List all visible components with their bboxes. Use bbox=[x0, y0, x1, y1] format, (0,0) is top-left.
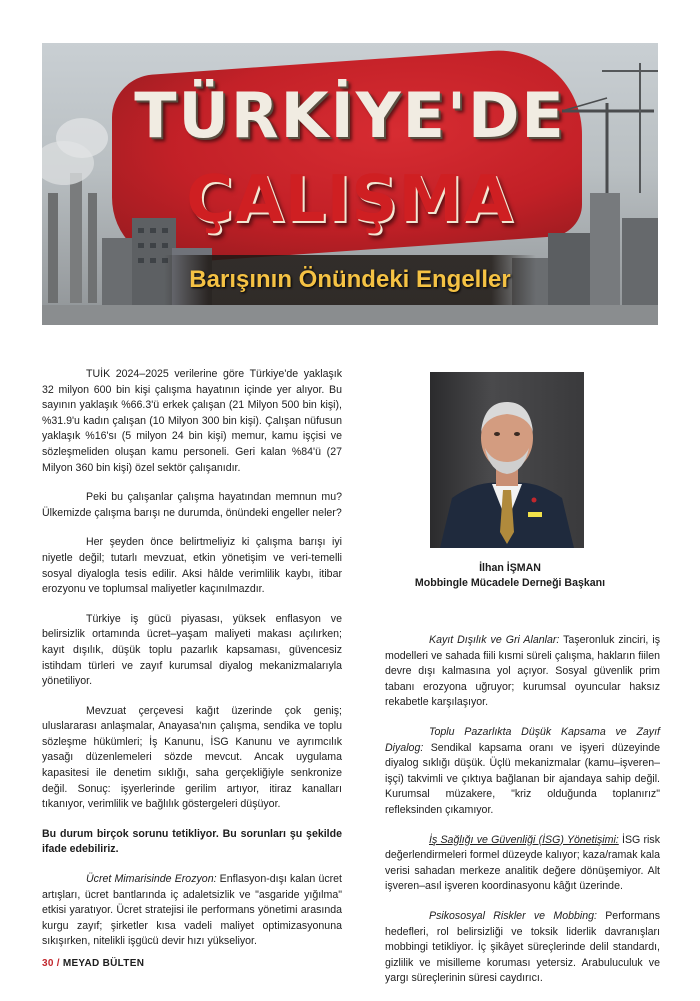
paragraph-statistics: TUİK 2024–2025 verilerine göre Türkiye'de yaklaşık 32 milyon 600 bin kişi çalışma hayatının içinde yer alıyor. Bu sayının yaklaşık %66.3'ü erkek çalışan (21 Milyon 500 bin kişi), %31.9'u kadın çalışan (10 Milyon 300 bin kişi). Çalışan nüfusun yaklaşık %16'sı (5 milyon 24 bin kişi) memur, kamu işçisi ve sözleşmeliden oluşan kamu personeli. Geri kalan %84'ü (27 Milyon 360 bin kişi) özel sektör çalışanıdır. bbox=[42, 368, 342, 474]
author-photo bbox=[430, 372, 584, 548]
paragraph-labor-market: Türkiye iş gücü piyasası, yüksek enflasyon ve belirsizlik ortamında ücret–yaşam maliyeti makası açılırken; kayıt dışılık, düşük toplu pazarlık kapsaması, güvencesiz istihdam türleri ve zayıf kurumsal diyalog mekanizmalarıyla yönetiliyor. bbox=[42, 612, 342, 688]
paragraph-legislation: Mevzuat çerçevesi kağıt üzerinde çok geniş; uluslararası anlaşmalar, Anayasa'nın çalışma, sendika ve toplu sözleşme hükümleri; İş Kanunu, İSG Kanunu ve ayrımcılık yasağı düzenlemeleri sözde mevcut. Ancak uygulama kapasitesi ile denetim sıklığı, saha gerçekliğiyle senkronize değil. Sonuç: işyerlerinde gerilim artıyor, itiraz kanalları tıkanıyor, verimlilik ve bağlılık göstergeleri düşüyor. bbox=[42, 704, 342, 811]
article-left-column bbox=[42, 367, 342, 964]
mobbing-body: Performans hedefleri, rol belirsizliği ve toksik liderlik davranışları mobbingi tetikliyor. İç şikâyet süreçlerinde delil standardı, gizlilik ve misilleme koruması yetersiz. Arabuluculuk ve yargı süreçlerinin süresi caydırıcı. bbox=[385, 909, 660, 985]
isg-heading: İş Sağlığı ve Güvenliği (İSG) Yönetişimi: bbox=[429, 833, 619, 846]
paragraph-isg bbox=[385, 833, 660, 895]
isg-body: İSG risk değerlendirmeleri formel düzeyde kalıyor; kaza/ramak kala verisi sahadan merkeze analitik değere dönüşemiyor. Alt işveren–asıl işveren koordinasyonu kâğıt üzerinde. bbox=[385, 833, 660, 893]
author-portrait-illustration bbox=[430, 372, 584, 548]
banner-title-line1: TÜRKİYE'DE bbox=[134, 79, 566, 152]
paragraph-work-peace: Her şeyden önce belirtmeliyiz ki çalışma barışı iyi niyetle değil; tutarlı mevzuat, etkin yönetişim ve veri-temelli sosyal diyalogla tesis edilir. Aksi hâlde verimlilik kaybı, itibar erozyonu ve toplumsal maliyetler kaçınılmazdır. bbox=[42, 536, 342, 596]
author-caption bbox=[385, 561, 635, 591]
paragraph-informality bbox=[385, 633, 660, 711]
informality-body: Taşeronluk zinciri, iş modelleri ve sahada fiili kısmi süreli çalışma, hakların fiilen devre dışı kalmasına yol açıyor. Sosyal güvenlik prim tabanı erozyona uğruyor; kurumsal oyuncular haksız rekabetle karşılaşıyor. bbox=[385, 634, 660, 709]
paragraph-wage-erosion bbox=[42, 872, 342, 950]
wage-erosion-heading: Ücret Mimarisinde Erozyon: bbox=[86, 873, 217, 886]
page-number: 30 bbox=[42, 958, 54, 969]
paragraph-collective-bargaining bbox=[385, 725, 660, 819]
paragraph-mobbing bbox=[385, 909, 660, 987]
article-right-column bbox=[385, 633, 660, 1001]
header-banner bbox=[42, 43, 658, 325]
collective-bargaining-heading: Toplu Pazarlıkta Düşük Kapsama ve Zayıf Diyalog: bbox=[385, 725, 660, 754]
collective-bargaining-body: Sendikal kapsama oranı ve işyeri düzeyinde diyalog sıklığı düşük. Üçlü mekanizmalar (kamu–işveren–işçi) takvimli ve çıktıya bağlanan bir ajandaya sahip değil. Kurumsal müzakere, "kriz olduğunda toplanırız" refleksinden çıkamıyor. bbox=[385, 741, 660, 816]
page-footer bbox=[42, 958, 144, 969]
publication-name: MEYAD BÜLTEN bbox=[62, 958, 145, 969]
wage-erosion-body: Enflasyon-dışı kalan ücret artışları, ücret bantlarında iç adaletsizlik ve "asgaride yığılma" etkisi yaratıyor. Ücret stratejisi ile performans yönetimi arasında kurgu zayıf; şirketler kısa vadeli maliyet optimizasyonuna sıkışırken, nitelikli işgücü devir hızı yükseliyor. bbox=[42, 873, 342, 948]
informality-heading: Kayıt Dışılık ve Gri Alanlar: bbox=[429, 634, 560, 646]
author-role: Mobbingle Mücadele Derneği Başkanı bbox=[414, 577, 606, 589]
footer-separator: / bbox=[56, 958, 60, 969]
paragraph-problems-intro: Bu durum birçok sorunu tetikliyor. Bu sorunları şu şekilde ifade edebiliriz. bbox=[42, 827, 342, 856]
banner-title-line2: ÇALIŞMA bbox=[186, 163, 514, 237]
banner-subtitle-plate bbox=[164, 255, 536, 305]
mobbing-heading: Psikososyal Riskler ve Mobbing: bbox=[429, 909, 597, 922]
author-name: İlhan İŞMAN bbox=[479, 562, 541, 574]
banner-subtitle: Barışının Önündeki Engeller bbox=[189, 266, 511, 293]
paragraph-question: Peki bu çalışanlar çalışma hayatından memnun mu? Ülkemizde çalışma barışı ne durumda, önündeki engeller neler? bbox=[42, 491, 342, 519]
